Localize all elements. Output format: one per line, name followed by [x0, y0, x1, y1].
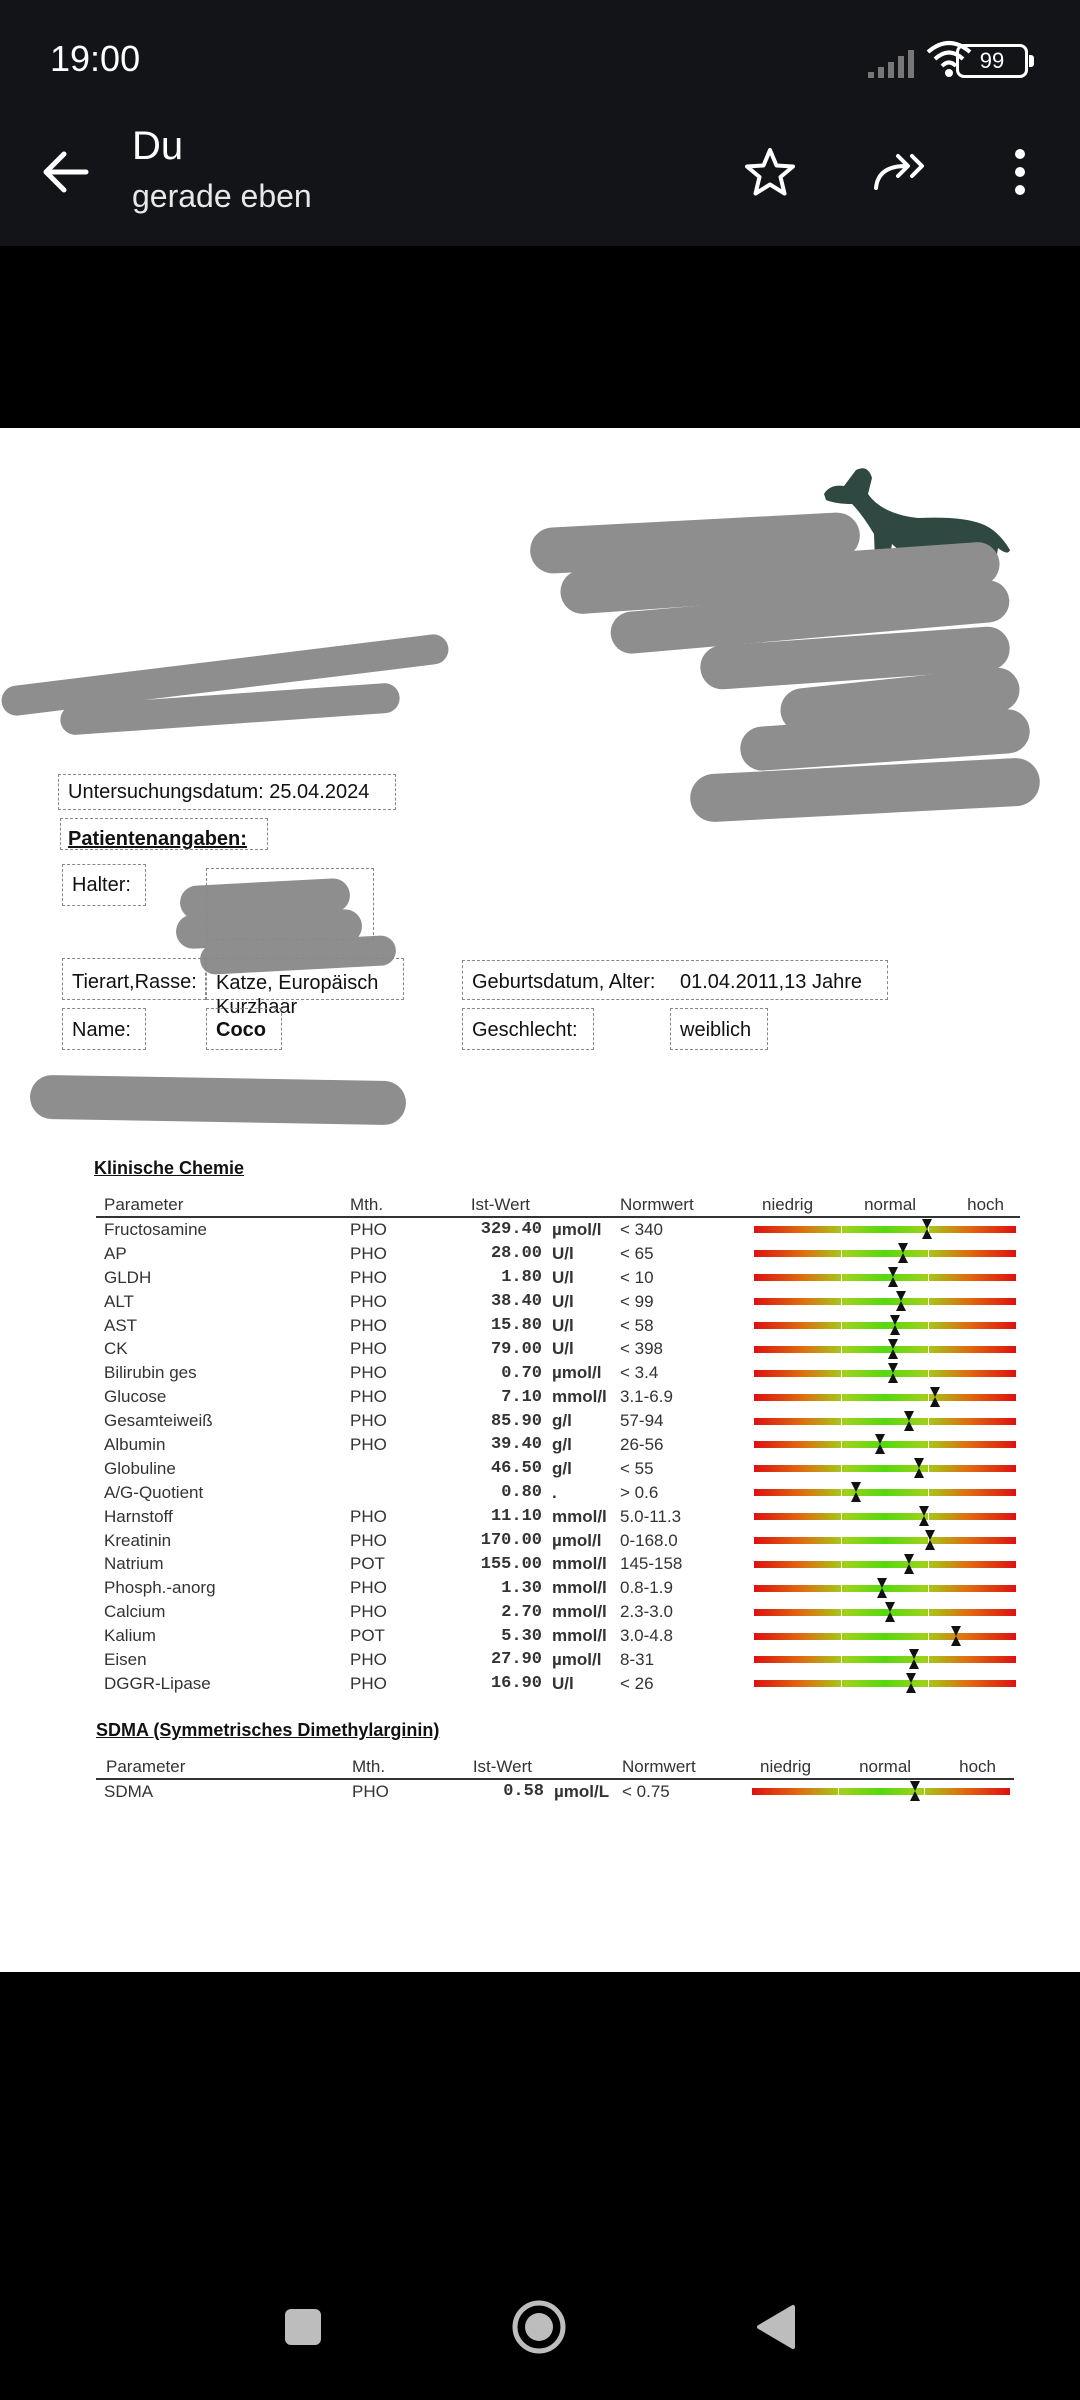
system-navigation-bar [0, 2250, 1080, 2400]
value-marker [910, 1781, 920, 1801]
cell-unit: g/l [552, 1434, 572, 1454]
range-separator [928, 1320, 929, 1331]
patient-heading: Patientenangaben: [68, 828, 247, 850]
cell-value: 39.40 [490, 1435, 542, 1455]
range-separator [841, 1439, 842, 1450]
cell-method: PHO [350, 1387, 387, 1407]
cell-range-bar [750, 1600, 1020, 1624]
cell-param: A/G-Quotient [104, 1482, 204, 1502]
cell-range-bar [750, 1648, 1020, 1672]
cell-param: Albumin [104, 1434, 166, 1454]
value-marker [919, 1506, 929, 1526]
battery-indicator: 99 [956, 44, 1028, 78]
range-separator [841, 1463, 842, 1474]
cell-unit: µmol/l [552, 1219, 602, 1239]
sex-value: weiblich [680, 1019, 752, 1041]
cell-method: PHO [350, 1530, 387, 1550]
table-row [96, 1576, 1020, 1600]
range-bar [754, 1418, 1016, 1425]
cell-param: Fructosamine [104, 1219, 207, 1239]
range-bar [754, 1465, 1016, 1472]
cell-value: 46.50 [490, 1459, 542, 1479]
square-icon [283, 2307, 323, 2347]
col-normal: normal [859, 1757, 912, 1776]
cell-param: AST [104, 1315, 138, 1335]
range-bar [754, 1609, 1016, 1616]
cell-range-bar [750, 1385, 1020, 1409]
redaction-scribble [30, 1075, 407, 1126]
sdma-table [96, 1756, 1014, 1804]
cell-value: 79.00 [490, 1339, 542, 1359]
cell-range-bar [750, 1266, 1020, 1290]
table-row [96, 1314, 1020, 1338]
range-bar [754, 1226, 1016, 1233]
value-marker [906, 1673, 916, 1693]
range-bar [752, 1788, 1010, 1795]
cell-param: Calcium [104, 1602, 166, 1622]
cell-value: 170.00 [480, 1531, 542, 1551]
cell-range-bar [750, 1576, 1020, 1600]
table-row [96, 1337, 1020, 1361]
range-bar [754, 1489, 1016, 1496]
app-header [0, 0, 1080, 246]
birth-label: Geburtsdatum, Alter: [472, 971, 656, 993]
cell-norm: < 55 [620, 1458, 654, 1478]
cell-method [350, 1457, 410, 1481]
range-bar [754, 1561, 1016, 1568]
table-row [96, 1552, 1020, 1576]
range-separator [928, 1583, 929, 1594]
forward-all-icon [872, 152, 932, 192]
arrow-left-icon [42, 150, 90, 194]
more-options-button[interactable] [988, 140, 1052, 204]
cell-unit: mmol/l [552, 1506, 607, 1526]
range-bar [754, 1346, 1016, 1353]
owner-label: Halter: [72, 874, 131, 896]
species-value: Katze, Europäisch Kurzhaar [216, 972, 379, 1018]
cell-unit: mmol/l [552, 1578, 607, 1598]
value-marker [904, 1554, 914, 1574]
cell-norm: < 26 [620, 1673, 654, 1693]
range-separator [841, 1487, 842, 1498]
range-separator [928, 1607, 929, 1618]
birth-value: 01.04.2011,13 Jahre [680, 971, 863, 993]
cell-param: SDMA [104, 1781, 154, 1801]
range-separator [928, 1559, 929, 1570]
range-separator [841, 1607, 842, 1618]
cell-norm: 8-31 [620, 1649, 655, 1669]
value-marker [888, 1339, 898, 1359]
cell-value: 0.70 [501, 1363, 542, 1383]
range-separator [928, 1416, 929, 1427]
range-separator [928, 1272, 929, 1283]
col-value: Ist-Wert [412, 1756, 554, 1779]
value-marker [904, 1411, 914, 1431]
range-bar [754, 1394, 1016, 1401]
cell-param: Kreatinin [104, 1530, 172, 1550]
col-low: niedrig [762, 1195, 814, 1214]
sent-time: gerade eben [132, 178, 312, 214]
cell-norm: < 340 [620, 1219, 664, 1239]
cell-range-bar [750, 1505, 1020, 1529]
signal-icon [868, 48, 920, 78]
range-separator [841, 1368, 842, 1379]
cell-value: 1.80 [501, 1268, 542, 1288]
table-row [96, 1779, 1014, 1804]
star-button[interactable] [738, 140, 802, 204]
cell-unit: U/l [552, 1291, 574, 1311]
range-separator [928, 1344, 929, 1355]
cell-norm: < 3.4 [620, 1363, 659, 1383]
range-separator [928, 1678, 929, 1689]
table-row [96, 1361, 1020, 1385]
cell-norm: < 0.75 [622, 1781, 670, 1801]
value-marker [898, 1243, 908, 1263]
cell-value: 329.40 [480, 1220, 542, 1240]
cell-param: Phosph.-anorg [104, 1578, 216, 1598]
status-icons [788, 38, 1028, 86]
value-marker [909, 1649, 919, 1669]
range-separator [841, 1559, 842, 1570]
range-separator [928, 1439, 929, 1450]
col-high: hoch [967, 1195, 1004, 1214]
value-marker [888, 1363, 898, 1383]
cell-unit: U/l [552, 1267, 574, 1287]
cell-method: POT [350, 1626, 385, 1646]
cell-range-bar [750, 1624, 1020, 1648]
cell-value: 11.10 [490, 1507, 542, 1527]
table-row [96, 1409, 1020, 1433]
cell-value: 155.00 [480, 1554, 542, 1574]
range-separator [924, 1786, 925, 1797]
circle-home-icon [509, 2297, 569, 2357]
value-marker [925, 1530, 935, 1550]
cell-value: 27.90 [490, 1650, 542, 1670]
cell-method: PHO [350, 1363, 387, 1383]
cell-norm: 26-56 [620, 1434, 664, 1454]
range-separator [841, 1583, 842, 1594]
sdma-section-title: SDMA (Symmetrisches Dimethylarginin) [96, 1720, 440, 1740]
name-value: Coco [216, 1019, 266, 1041]
cell-unit: mmol/l [552, 1626, 607, 1646]
cell-method: PHO [350, 1291, 387, 1311]
cell-norm: 3.1-6.9 [620, 1387, 673, 1407]
cell-norm: < 99 [620, 1291, 654, 1311]
cell-unit: U/l [552, 1339, 574, 1359]
cell-norm: 5.0-11.3 [620, 1506, 682, 1526]
cell-unit: mmol/l [552, 1554, 607, 1574]
col-param: Parameter [96, 1756, 352, 1779]
back-button[interactable] [34, 140, 98, 204]
cell-norm: < 58 [620, 1315, 654, 1335]
cell-value: 7.10 [501, 1387, 542, 1407]
cell-method: PHO [350, 1315, 387, 1335]
cell-unit: g/l [552, 1458, 572, 1478]
range-bar [754, 1250, 1016, 1257]
table-row [96, 1624, 1020, 1648]
range-separator [841, 1272, 842, 1283]
col-normal: normal [864, 1195, 917, 1214]
cell-param: DGGR-Lipase [104, 1673, 211, 1693]
cell-param: Globuline [104, 1458, 176, 1478]
range-separator [841, 1511, 842, 1522]
value-marker [851, 1482, 861, 1502]
exam-date: Untersuchungsdatum: 25.04.2024 [68, 781, 370, 803]
cell-method: PHO [350, 1673, 387, 1693]
range-separator [841, 1392, 842, 1403]
range-separator [841, 1631, 842, 1642]
table-row [96, 1217, 1020, 1242]
cell-method: POT [350, 1554, 385, 1574]
value-marker [875, 1434, 885, 1454]
range-bar [754, 1370, 1016, 1377]
star-icon [744, 147, 796, 197]
cell-method: PHO [350, 1506, 387, 1526]
lab-report-image[interactable] [0, 428, 1080, 1972]
range-separator [928, 1654, 929, 1665]
home-button[interactable] [504, 2292, 574, 2362]
chem-section-title: Klinische Chemie [94, 1158, 245, 1178]
frame [206, 868, 374, 940]
cell-value: 0.80 [501, 1483, 542, 1503]
range-bar [754, 1656, 1016, 1663]
recents-button[interactable] [268, 2292, 338, 2362]
cell-range-bar [750, 1409, 1020, 1433]
cell-value: 2.70 [501, 1602, 542, 1622]
cell-param: Gesamteiweiß [104, 1411, 213, 1431]
range-separator [928, 1296, 929, 1307]
table-row [96, 1290, 1020, 1314]
cell-value: 38.40 [490, 1292, 542, 1312]
table-row [96, 1385, 1020, 1409]
system-back-button[interactable] [740, 2292, 810, 2362]
cell-unit: . [552, 1482, 557, 1502]
cell-param: CK [104, 1339, 128, 1359]
cell-norm: 0.8-1.9 [620, 1578, 673, 1598]
col-method: Mth. [352, 1756, 412, 1779]
cell-value: 85.90 [490, 1411, 542, 1431]
col-method: Mth. [350, 1194, 410, 1217]
triangle-back-icon [753, 2303, 797, 2351]
table-row [96, 1481, 1020, 1505]
cell-method: PHO [350, 1219, 387, 1239]
cell-norm: 0-168.0 [620, 1530, 678, 1550]
cell-unit: µmol/L [554, 1781, 610, 1801]
cell-method: PHO [350, 1578, 387, 1598]
value-marker [951, 1626, 961, 1646]
range-bar [754, 1441, 1016, 1448]
cell-range-bar [750, 1672, 1020, 1696]
table-row [96, 1529, 1020, 1553]
cell-range-bar [750, 1481, 1020, 1505]
range-separator [928, 1487, 929, 1498]
cell-param: Harnstoff [104, 1506, 173, 1526]
chem-table [96, 1194, 1020, 1696]
cell-norm: 145-158 [620, 1554, 683, 1574]
more-vertical-icon [1013, 148, 1027, 196]
cell-param: Kalium [104, 1626, 156, 1646]
cell-norm: 57-94 [620, 1411, 664, 1431]
cell-unit: U/l [552, 1673, 574, 1693]
cell-method: PHO [350, 1411, 387, 1431]
species-label: Tierart,Rasse: [72, 971, 197, 993]
cell-method: PHO [350, 1602, 387, 1622]
cell-range-bar [750, 1337, 1020, 1361]
table-row [96, 1600, 1020, 1624]
cell-range-bar [750, 1217, 1020, 1242]
range-separator [928, 1631, 929, 1642]
value-marker [896, 1291, 906, 1311]
cell-range-bar [750, 1314, 1020, 1338]
cell-value: 15.80 [490, 1316, 542, 1335]
range-separator [928, 1463, 929, 1474]
col-low: niedrig [760, 1757, 812, 1776]
cell-value: 0.58 [503, 1782, 544, 1802]
cell-norm: 3.0-4.8 [620, 1626, 673, 1646]
cell-method [350, 1481, 410, 1505]
range-bar [754, 1585, 1016, 1592]
cell-unit: µmol/l [552, 1363, 602, 1383]
range-bar [754, 1633, 1016, 1640]
cell-range-bar [750, 1361, 1020, 1385]
cell-unit: U/l [552, 1315, 574, 1335]
cell-unit: mmol/l [552, 1602, 607, 1622]
cell-param: Bilirubin ges [104, 1363, 197, 1383]
range-bar [754, 1298, 1016, 1305]
cell-range-bar [750, 1552, 1020, 1576]
col-range [748, 1756, 1014, 1779]
table-row [96, 1266, 1020, 1290]
cell-param: Glucose [104, 1387, 167, 1407]
table-row [96, 1672, 1020, 1696]
range-separator [841, 1416, 842, 1427]
cell-unit: µmol/l [552, 1649, 602, 1669]
col-norm: Normwert [620, 1194, 750, 1217]
col-value: Ist-Wert [410, 1194, 552, 1217]
cell-range-bar [750, 1457, 1020, 1481]
sender-name: Du [132, 124, 184, 168]
range-bar [754, 1513, 1016, 1520]
cell-method: PHO [350, 1267, 387, 1287]
cell-param: Eisen [104, 1649, 147, 1669]
range-separator [838, 1786, 839, 1797]
name-label: Name: [72, 1019, 131, 1041]
table-row [96, 1505, 1020, 1529]
table-row [96, 1457, 1020, 1481]
cell-range-bar [750, 1433, 1020, 1457]
range-separator [841, 1535, 842, 1546]
col-range [750, 1194, 1020, 1217]
value-marker [914, 1458, 924, 1478]
status-time: 19:00 [50, 38, 141, 79]
range-separator [841, 1248, 842, 1259]
value-marker [922, 1219, 932, 1239]
table-row [96, 1242, 1020, 1266]
cell-norm: < 65 [620, 1243, 654, 1263]
cell-unit: mmol/l [552, 1387, 607, 1407]
sex-label: Geschlecht: [472, 1019, 578, 1041]
table-row [96, 1648, 1020, 1672]
range-separator [841, 1678, 842, 1689]
cell-unit: µmol/l [552, 1530, 602, 1550]
range-separator [841, 1344, 842, 1355]
cell-param: GLDH [104, 1267, 152, 1287]
cell-norm: < 398 [620, 1339, 664, 1359]
cell-norm: > 0.6 [620, 1482, 659, 1502]
redaction-scribble [689, 757, 1041, 823]
cell-method: PHO [350, 1243, 387, 1263]
cell-norm: 2.3-3.0 [620, 1602, 673, 1622]
value-marker [888, 1267, 898, 1287]
cell-method: PHO [350, 1434, 387, 1454]
value-marker [877, 1578, 887, 1598]
cell-range-bar [750, 1290, 1020, 1314]
cell-range-bar [748, 1779, 1014, 1804]
range-bar [754, 1274, 1016, 1281]
cell-param: Natrium [104, 1554, 164, 1574]
cell-value: 1.30 [501, 1578, 542, 1598]
value-marker [885, 1602, 895, 1622]
cell-method: PHO [352, 1781, 389, 1801]
cell-unit: g/l [552, 1411, 572, 1431]
forward-button[interactable] [870, 140, 934, 204]
range-bar [754, 1322, 1016, 1329]
col-norm: Normwert [622, 1756, 748, 1779]
cell-norm: < 10 [620, 1267, 654, 1287]
range-separator [841, 1224, 842, 1235]
range-separator [928, 1368, 929, 1379]
cell-range-bar [750, 1242, 1020, 1266]
range-separator [841, 1654, 842, 1665]
cell-param: AP [104, 1243, 127, 1263]
cell-unit: U/l [552, 1243, 574, 1263]
cell-param: ALT [104, 1291, 134, 1311]
cell-value: 28.00 [490, 1244, 542, 1264]
cell-value: 5.30 [501, 1626, 542, 1646]
range-bar [754, 1537, 1016, 1544]
value-marker [890, 1315, 900, 1335]
cell-value: 16.90 [490, 1674, 542, 1694]
cell-range-bar [750, 1529, 1020, 1553]
range-separator [841, 1320, 842, 1331]
cell-method: PHO [350, 1339, 387, 1359]
col-high: hoch [959, 1757, 996, 1776]
table-row [96, 1433, 1020, 1457]
cell-method: PHO [350, 1649, 387, 1669]
range-separator [841, 1296, 842, 1307]
col-param: Parameter [96, 1194, 350, 1217]
range-bar [754, 1680, 1016, 1687]
range-separator [928, 1248, 929, 1259]
value-marker [930, 1387, 940, 1407]
